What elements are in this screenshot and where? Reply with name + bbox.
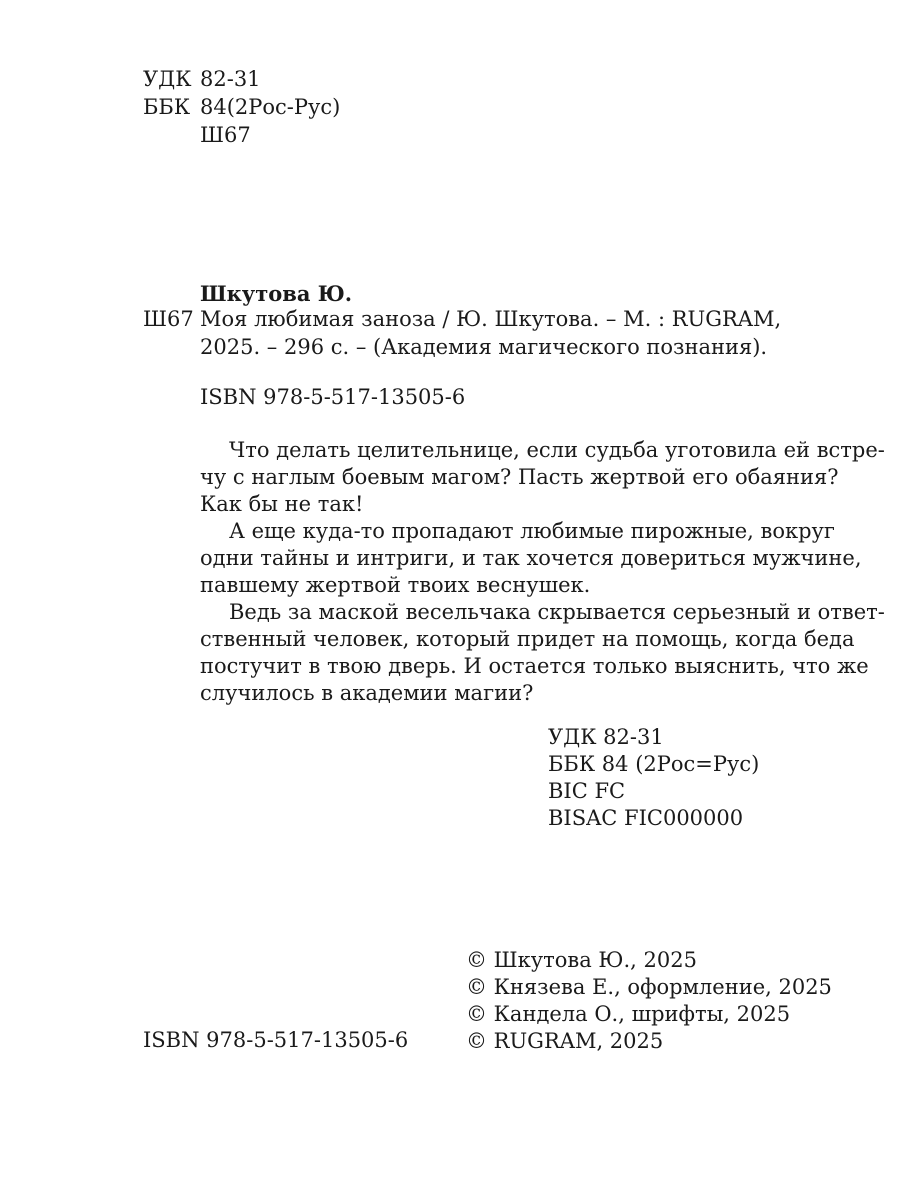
copyright-line: © Шкутова Ю., 2025 <box>466 948 697 972</box>
annotation-line: одни тайны и интриги, и так хочется довериться мужчине, <box>200 546 862 570</box>
right-classification-block <box>548 724 759 832</box>
annotation-line: постучит в твою дверь. И остается только выяснить, что же <box>200 654 869 678</box>
right-bisac: BISAC FIC000000 <box>548 806 744 830</box>
udk-row <box>143 66 340 94</box>
catalog-isbn: ISBN 978-5-517-13505-6 <box>200 385 466 409</box>
copyright-line: © Кандела О., шрифты, 2025 <box>466 1002 791 1026</box>
right-bbk: ББК 84 (2Рос=Рус) <box>548 752 760 776</box>
annotation-line: Что делать целительнице, если судьба уготовила ей встре- <box>229 438 885 462</box>
copyright-block <box>466 947 832 1055</box>
annotation-line: Ведь за маской весельчака скрывается серьезный и ответ- <box>229 600 885 624</box>
annotation-line: чу с наглым боевым магом? Пасть жертвой его обаяния? <box>200 465 839 489</box>
top-author-code: Ш67 <box>200 123 251 147</box>
annotation <box>200 437 885 707</box>
copyright-line: © Князева Е., оформление, 2025 <box>466 975 832 999</box>
catalog-entry-line: 2025. – 296 с. – (Академия магического познания). <box>200 335 768 359</box>
bbk-label: ББК <box>143 95 191 119</box>
udk-label: УДК <box>143 67 192 91</box>
annotation-line: ственный человек, который придет на помощь, когда беда <box>200 627 855 651</box>
catalog-author-code: Ш67 <box>143 307 194 331</box>
right-bic: BIC FC <box>548 779 626 803</box>
catalog-entry <box>200 306 782 362</box>
right-udk: УДК 82-31 <box>548 725 664 749</box>
catalog-author: Шкутова Ю. <box>200 281 353 306</box>
bbk-row <box>143 94 340 122</box>
author-code-row <box>143 122 340 150</box>
bottom-isbn: ISBN 978-5-517-13505-6 <box>143 1028 409 1052</box>
annotation-line: случилось в академии магии? <box>200 681 534 705</box>
annotation-line: Как бы не так! <box>200 492 364 516</box>
udk-value: 82-31 <box>200 67 261 91</box>
top-classification-block <box>143 66 340 150</box>
bbk-value: 84(2Рос-Рус) <box>200 95 341 119</box>
annotation-line: А еще куда-то пропадают любимые пирожные, вокруг <box>229 519 835 543</box>
copyright-line: © RUGRAM, 2025 <box>466 1029 664 1053</box>
annotation-line: павшему жертвой твоих веснушек. <box>200 573 591 597</box>
catalog-entry-line: Моя любимая заноза / Ю. Шкутова. – М. : RUGRAM, <box>200 307 782 331</box>
